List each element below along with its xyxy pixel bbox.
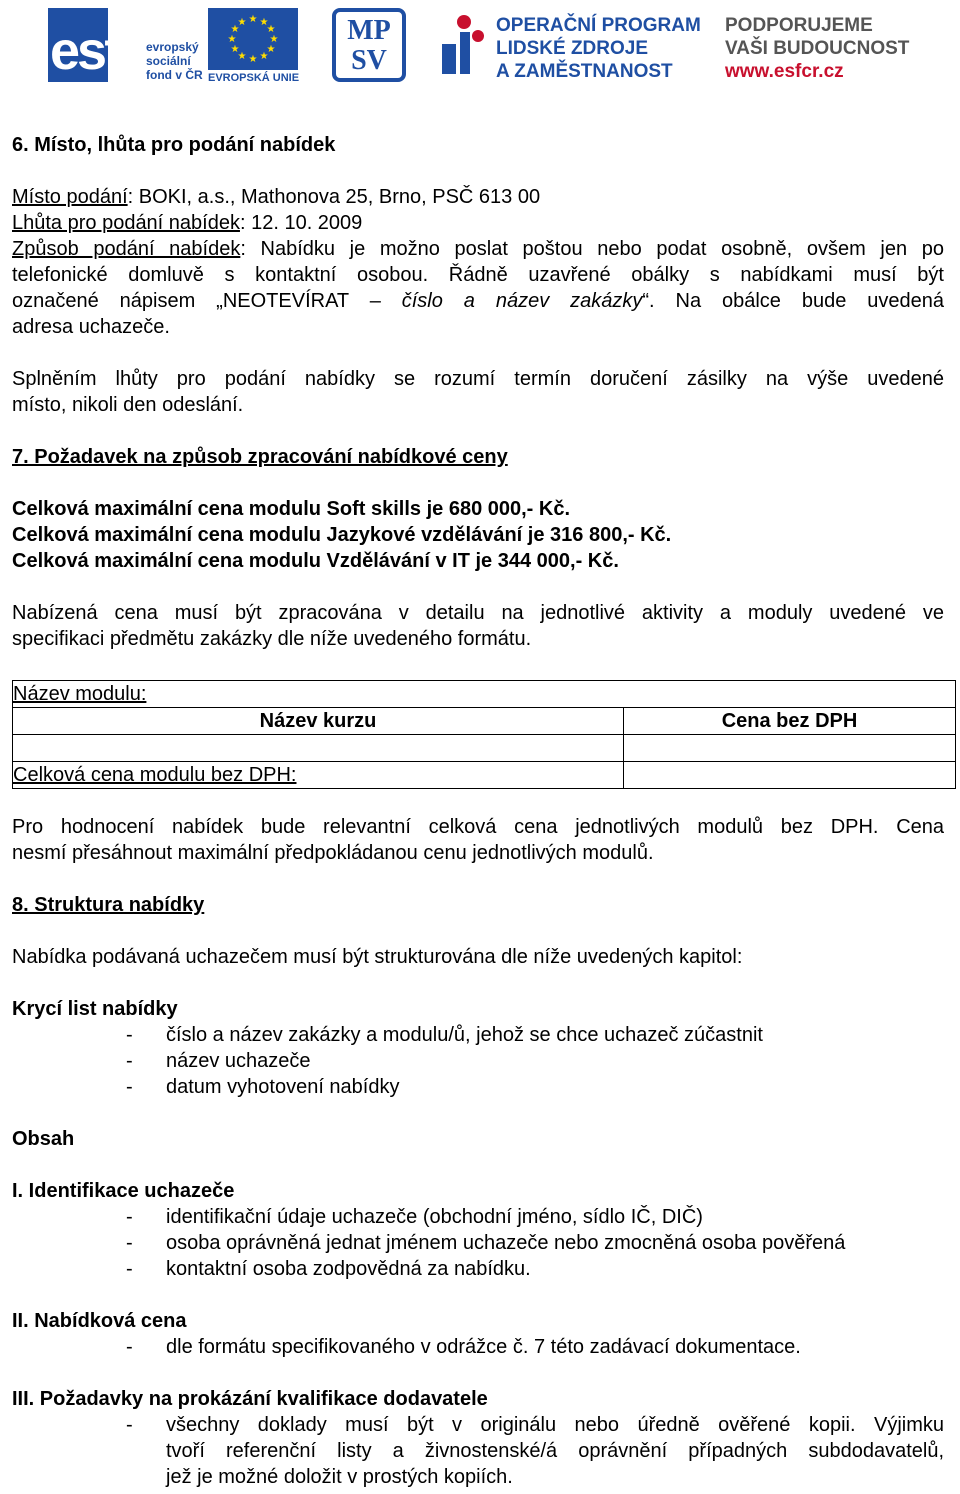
esfcr-url[interactable]: www.esfcr.cz: [725, 61, 844, 82]
total-value-cell: [624, 762, 956, 789]
section6-para2-line1: Splněním lhůty pro podání nabídky se rozumí termín doručení zásilky na výše uvedené: [12, 368, 944, 390]
max-price-languages: Celková maximální cena modulu Jazykové vzdělávání je 316 800,- Kč.: [12, 524, 672, 546]
svg-text:★: ★: [248, 54, 258, 65]
svg-text:★: ★: [237, 51, 247, 62]
header-logos: [0, 0, 960, 100]
empty-price-cell: [624, 735, 956, 762]
content-heading: Obsah: [12, 1128, 75, 1150]
total-label-cell: [13, 762, 624, 789]
module-label-cell: [13, 681, 956, 708]
eu-logo-text: EVROPSKÁ UNIE: [208, 72, 300, 84]
op-logo-text: OPERAČNÍ PROGRAM LIDSKÉ ZDROJE A ZAMĚSTNANOST: [496, 15, 701, 82]
deadline-value: : 12. 10. 2009: [239, 212, 363, 234]
place-line: [12, 184, 540, 210]
svg-text:★: ★: [230, 24, 240, 35]
deadline-label: Lhůta pro podání nabídek: [12, 212, 240, 234]
max-price-it: Celková maximální cena modulu Vzdělávání v IT je 344 000,- Kč.: [12, 550, 619, 572]
deadline-line: [12, 210, 362, 236]
method-value: : Nabídku je možno poslat poštou nebo podat osobně, ovšem jen po: [240, 238, 944, 260]
section6-line4: adresa uchazeče.: [12, 316, 170, 338]
part3-heading: III. Požadavky na prokázání kvalifikace dodavatele: [12, 1388, 488, 1410]
section6-line3: [12, 288, 944, 314]
esf-logo-text: evropský sociální fond v ČR: [146, 40, 203, 82]
empty-course-cell: [13, 735, 624, 762]
max-price-soft-skills: Celková maximální cena modulu Soft skills je 680 000,- Kč.: [12, 498, 571, 520]
place-label: Místo podání: [12, 186, 128, 208]
svg-text:★: ★: [266, 44, 276, 55]
eu-flag-icon: [208, 8, 298, 70]
esf-logo-letters: esf: [50, 21, 120, 81]
line3-italic: číslo a název zakázky: [401, 290, 643, 312]
place-value: : BOKI, a.s., Mathonova 25, Brno, PSČ 613 00: [127, 186, 541, 208]
section7-eval-line2: nesmí přesáhnout maximální předpokládanou cenu jednotlivých modulů.: [12, 842, 654, 864]
method-label: Způsob podání nabídek: [12, 238, 241, 260]
method-line: [12, 236, 944, 262]
line3-part-a: označené nápisem „NEOTEVÍRAT –: [12, 290, 402, 312]
section6-heading: 6. Místo, lhůta pro podání nabídek: [12, 134, 336, 156]
section8-heading: 8. Struktura nabídky: [12, 894, 205, 916]
line3-part-c: “. Na obálce bude uvedená: [642, 290, 944, 312]
svg-text:★: ★: [230, 44, 240, 55]
section8-intro: Nabídka podávaná uchazečem musí být strukturována dle níže uvedených kapitol:: [12, 946, 743, 968]
part1-heading: I. Identifikace uchazeče: [12, 1180, 235, 1202]
part3-line3: jež je možné doložit v prostých kopiích.: [166, 1466, 513, 1488]
table-row: [13, 735, 956, 762]
svg-text:★: ★: [248, 14, 258, 25]
header-price: Cena bez DPH: [624, 708, 956, 735]
svg-text:★: ★: [269, 34, 279, 45]
module-label: Název modulu:: [13, 682, 147, 705]
part3-line2: tvoří referenční listy a živnostenské/á oprávnění případných subdodavatelů,: [166, 1440, 944, 1462]
section7-heading: 7. Požadavek na způsob zpracování nabídkové ceny: [12, 446, 508, 468]
price-table: [12, 680, 956, 789]
cover-heading: Krycí list nabídky: [12, 998, 178, 1020]
op-logo-icon: [440, 14, 486, 76]
section6-line2: telefonické domluvě s kontaktní osobou. Řádně uzavřené obálky s nabídkami musí být: [12, 264, 944, 286]
table-row: [13, 708, 956, 735]
mpsv-logo: MP SV: [332, 8, 406, 82]
table-row: [13, 681, 956, 708]
part3-line1: všechny doklady musí být v originálu nebo úředně ověřené kopii. Výjimku: [166, 1414, 944, 1436]
section6-para2-line2: místo, nikoli den odeslání.: [12, 394, 244, 416]
section7-eval-line1: Pro hodnocení nabídek bude relevantní celková cena jednotlivých modulů bez DPH. Cena: [12, 816, 944, 838]
svg-text:★: ★: [237, 17, 247, 28]
svg-text:★: ★: [259, 51, 269, 62]
esfcr-logo-text: PODPORUJEME VAŠI BUDOUCNOST www.esfcr.cz: [725, 15, 910, 82]
section7-para-line1: Nabízená cena musí být zpracována v detailu na jednotlivé aktivity a moduly uvedené ve: [12, 602, 944, 624]
header-course: Název kurzu: [13, 708, 624, 735]
table-row: [13, 762, 956, 789]
svg-text:★: ★: [266, 24, 276, 35]
svg-text:★: ★: [259, 17, 269, 28]
section7-para-line2: specifikaci předmětu zakázky dle níže uvedeného formátu.: [12, 628, 532, 650]
svg-text:★: ★: [227, 34, 237, 45]
part2-heading: II. Nabídková cena: [12, 1310, 187, 1332]
total-label: Celková cena modulu bez DPH:: [13, 763, 297, 786]
